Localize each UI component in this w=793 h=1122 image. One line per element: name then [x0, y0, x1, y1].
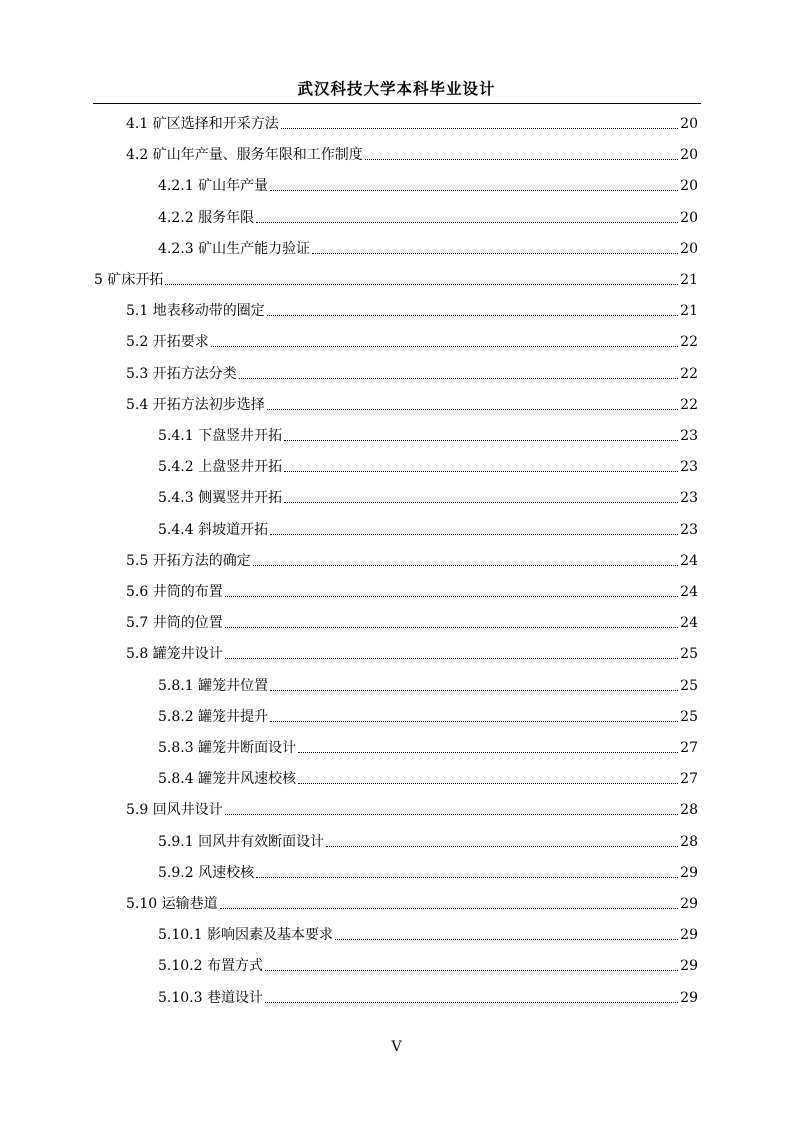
toc-dot-leader [335, 939, 678, 940]
toc-entry-label: 5.4.1 下盘竖井开拓 [158, 428, 283, 444]
toc-entry[interactable] [158, 956, 698, 976]
toc-entry-page-number: 23 [680, 490, 698, 506]
toc-dot-leader [267, 409, 678, 410]
toc-dot-leader [298, 752, 678, 753]
toc-entry-page-number: 27 [680, 771, 698, 787]
toc-dot-leader [265, 970, 678, 971]
toc-entry[interactable] [158, 176, 698, 196]
toc-entry-page-number: 25 [680, 709, 698, 725]
toc-entry-page-number: 20 [680, 241, 698, 257]
toc-entry-page-number: 23 [680, 459, 698, 475]
toc-dot-leader [284, 440, 678, 441]
toc-entry-page-number: 29 [680, 958, 698, 974]
toc-entry-label: 5.9.2 风速校核 [158, 865, 255, 881]
toc-dot-leader [270, 721, 678, 722]
toc-entry[interactable] [158, 738, 698, 758]
toc-dot-leader [220, 908, 679, 909]
toc-entry-page-number: 21 [680, 272, 698, 288]
toc-entry[interactable] [158, 832, 698, 852]
toc-dot-leader [365, 159, 678, 160]
toc-dot-leader [239, 378, 678, 379]
toc-entry-label: 5.8.4 罐笼井风速校核 [158, 771, 297, 787]
toc-entry[interactable] [158, 769, 698, 789]
toc-dot-leader [284, 502, 678, 503]
toc-entry-label: 5.8 罐笼井设计 [126, 646, 223, 662]
toc-dot-leader [225, 596, 678, 597]
toc-dot-leader [256, 222, 678, 223]
toc-entry[interactable] [126, 145, 698, 165]
toc-entry[interactable] [126, 613, 698, 633]
toc-entry[interactable] [158, 707, 698, 727]
toc-entry-label: 5.7 井筒的位置 [126, 615, 223, 631]
toc-entry-label: 5.2 开拓要求 [126, 334, 209, 350]
toc-entry-page-number: 24 [680, 584, 698, 600]
toc-entry-label: 5.3 开拓方法分类 [126, 366, 237, 382]
toc-entry[interactable] [158, 488, 698, 508]
page-number: V [391, 1039, 402, 1055]
toc-entry-page-number: 20 [680, 116, 698, 132]
toc-entry[interactable] [126, 800, 698, 820]
toc-entry[interactable] [158, 426, 698, 446]
toc-dot-leader [211, 346, 678, 347]
toc-entry[interactable] [94, 270, 698, 290]
toc-entry-label: 4.2 矿山年产量、服务年限和工作制度 [126, 147, 363, 163]
toc-entry[interactable] [158, 208, 698, 228]
toc-entry-label: 5.9.1 回风井有效断面设计 [158, 834, 325, 850]
toc-dot-leader [225, 627, 678, 628]
toc-entry-label: 5.9 回风井设计 [126, 802, 223, 818]
toc-entry-label: 5.4 开拓方法初步选择 [126, 397, 265, 413]
toc-dot-leader [225, 814, 678, 815]
toc-entry-page-number: 29 [680, 896, 698, 912]
toc-entry-page-number: 24 [680, 553, 698, 569]
toc-dot-leader [326, 846, 678, 847]
toc-dot-leader [281, 128, 678, 129]
toc-entry-page-number: 28 [680, 834, 698, 850]
toc-entry-page-number: 22 [680, 397, 698, 413]
toc-entry[interactable] [158, 988, 698, 1008]
toc-entry-label: 5.4.4 斜坡道开拓 [158, 522, 269, 538]
toc-entry-label: 5.5 开拓方法的确定 [126, 553, 251, 569]
toc-dot-leader [284, 471, 678, 472]
toc-entry-page-number: 27 [680, 740, 698, 756]
toc-entry[interactable] [158, 239, 698, 259]
toc-entry-page-number: 23 [680, 428, 698, 444]
toc-entry-page-number: 29 [680, 990, 698, 1006]
toc-entry[interactable] [158, 520, 698, 540]
toc-entry-label: 5 矿床开拓 [94, 272, 164, 288]
toc-entry[interactable] [158, 863, 698, 883]
page-header-title: 武汉科技大学本科毕业设计 [297, 79, 496, 98]
toc-entry[interactable] [126, 894, 698, 914]
toc-dot-leader [267, 315, 678, 316]
toc-entry-label: 5.10 运输巷道 [126, 896, 218, 912]
toc-entry-label: 5.8.1 罐笼井位置 [158, 678, 269, 694]
toc-entry-page-number: 24 [680, 615, 698, 631]
toc-dot-leader [270, 690, 678, 691]
toc-dot-leader [225, 658, 678, 659]
toc-entry-label: 4.2.2 服务年限 [158, 210, 255, 226]
toc-entry-page-number: 20 [680, 210, 698, 226]
toc-entry-page-number: 29 [680, 865, 698, 881]
toc-entry-page-number: 22 [680, 366, 698, 382]
toc-entry[interactable] [126, 364, 698, 384]
toc-dot-leader [253, 565, 678, 566]
toc-entry[interactable] [126, 301, 698, 321]
toc-dot-leader [270, 534, 678, 535]
toc-dot-leader [312, 253, 678, 254]
toc-entry[interactable] [158, 925, 698, 945]
toc-entry-label: 5.6 井筒的布置 [126, 584, 223, 600]
toc-entry-page-number: 20 [680, 147, 698, 163]
toc-dot-leader [256, 877, 678, 878]
toc-entry[interactable] [158, 676, 698, 696]
toc-entry-page-number: 21 [680, 303, 698, 319]
toc-entry-page-number: 22 [680, 334, 698, 350]
toc-entry[interactable] [126, 551, 698, 571]
toc-entry-page-number: 20 [680, 178, 698, 194]
toc-entry[interactable] [126, 395, 698, 415]
toc-dot-leader [265, 1002, 678, 1003]
toc-entry-label: 5.10.1 影响因素及基本要求 [158, 927, 333, 943]
toc-entry[interactable] [126, 114, 698, 134]
toc-entry[interactable] [126, 332, 698, 352]
toc-entry-page-number: 29 [680, 927, 698, 943]
toc-entry-label: 5.1 地表移动带的圈定 [126, 303, 265, 319]
toc-entry-label: 5.10.3 巷道设计 [158, 990, 263, 1006]
toc-entry-label: 5.8.2 罐笼井提升 [158, 709, 269, 725]
toc-entry-label: 5.4.3 侧翼竖井开拓 [158, 490, 283, 506]
toc-dot-leader [270, 190, 678, 191]
toc-entry-page-number: 25 [680, 678, 698, 694]
toc-entry[interactable] [126, 582, 698, 602]
toc-entry[interactable] [158, 457, 698, 477]
toc-entry-label: 4.1 矿区选择和开采方法 [126, 116, 279, 132]
toc-entry-label: 5.4.2 上盘竖井开拓 [158, 459, 283, 475]
toc-entry-label: 4.2.1 矿山年产量 [158, 178, 269, 194]
toc-dot-leader [165, 284, 678, 285]
toc-entry-page-number: 28 [680, 802, 698, 818]
toc-entry-label: 5.8.3 罐笼井断面设计 [158, 740, 297, 756]
toc-entry[interactable] [126, 644, 698, 664]
toc-entry-page-number: 25 [680, 646, 698, 662]
toc-entry-label: 5.10.2 布置方式 [158, 958, 263, 974]
toc-dot-leader [298, 783, 678, 784]
toc-entry-page-number: 23 [680, 522, 698, 538]
toc-entry-label: 4.2.3 矿山生产能力验证 [158, 241, 311, 257]
